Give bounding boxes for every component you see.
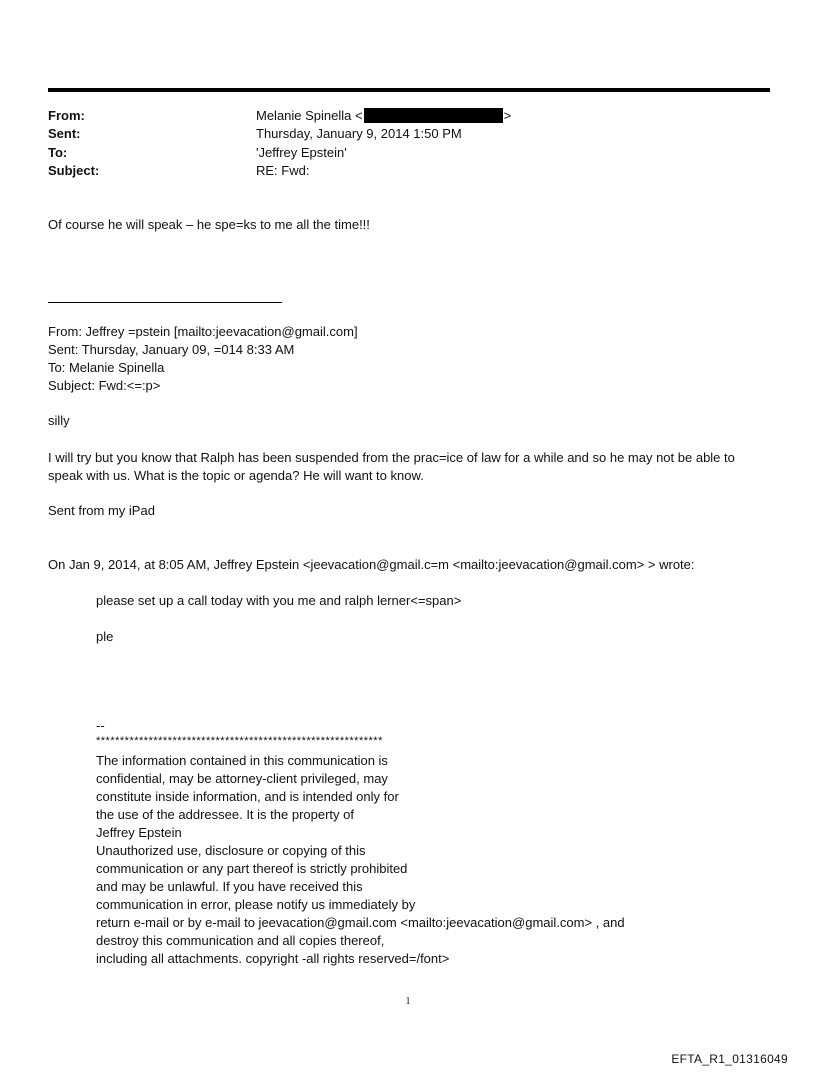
- disclaimer-line: destroy this communication and all copies thereof,: [96, 933, 385, 948]
- fwd-sent-line: Sent: Thursday, January 09, =014 8:33 AM: [48, 342, 295, 357]
- quoted-line-1: please set up a call today with you me and ralph lerner<=span>: [96, 593, 462, 608]
- disclaimer-line: constitute inside information, and is intended only for: [96, 789, 399, 804]
- quoted-dashes: --: [96, 718, 105, 733]
- fwd-to-line: To: Melanie Spinella: [48, 360, 165, 375]
- sent-label: Sent:: [48, 126, 81, 141]
- disclaimer-line: including all attachments. copyright -all rights reserved=/font>: [96, 951, 450, 966]
- to-label: To:: [48, 145, 68, 160]
- redaction-box: [364, 108, 503, 123]
- disclaimer-line: The information contained in this communication is: [96, 753, 388, 768]
- quote-header: On Jan 9, 2014, at 8:05 AM, Jeffrey Epstein <jeevacation@gmail.c=m <mailto:jeevacation@gmail.com> > wrote:: [48, 557, 695, 572]
- body-silly: silly: [48, 413, 70, 428]
- document-id: EFTA_R1_01316049: [671, 1052, 788, 1066]
- from-label: From:: [48, 108, 85, 123]
- subject-label: Subject:: [48, 163, 100, 178]
- disclaimer-line: communication or any part thereof is strictly prohibited: [96, 861, 408, 876]
- separator-rule: [48, 302, 282, 303]
- body-paragraph: I will try but you know that Ralph has been suspended from the prac=ice of law for a while and so he may not be able to speak with us. What is the topic or agenda? He will want to know.: [48, 450, 735, 483]
- quoted-line-2: ple: [96, 629, 114, 644]
- from-value: [256, 108, 511, 123]
- stars-divider: ************************************************************: [96, 735, 383, 747]
- top-rule: [48, 88, 770, 92]
- from-suffix: >: [503, 108, 512, 123]
- body-signature: Sent from my iPad: [48, 503, 155, 518]
- fwd-from-line: From: Jeffrey =pstein [mailto:jeevacation@gmail.com]: [48, 324, 358, 339]
- from-name: Melanie Spinella <: [256, 108, 363, 123]
- disclaimer-line: communication in error, please notify us immediately by: [96, 897, 416, 912]
- subject-value: RE: Fwd:: [256, 163, 310, 178]
- to-value: 'Jeffrey Epstein': [256, 145, 347, 160]
- disclaimer-line: and may be unlawful. If you have received this: [96, 879, 363, 894]
- disclaimer-line: the use of the addressee. It is the property of: [96, 807, 354, 822]
- disclaimer-line: Jeffrey Epstein: [96, 825, 182, 840]
- disclaimer-line: Unauthorized use, disclosure or copying of this: [96, 843, 366, 858]
- sent-value: Thursday, January 9, 2014 1:50 PM: [256, 126, 462, 141]
- reply-text: Of course he will speak – he spe=ks to me all the time!!!: [48, 217, 370, 232]
- disclaimer-line: confidential, may be attorney-client privileged, may: [96, 771, 388, 786]
- fwd-subject-line: Subject: Fwd:<=:p>: [48, 378, 161, 393]
- disclaimer-line: return e-mail or by e-mail to jeevacation@gmail.com <mailto:jeevacation@gmail.com> , and: [96, 915, 625, 930]
- page-number: 1: [405, 996, 411, 1007]
